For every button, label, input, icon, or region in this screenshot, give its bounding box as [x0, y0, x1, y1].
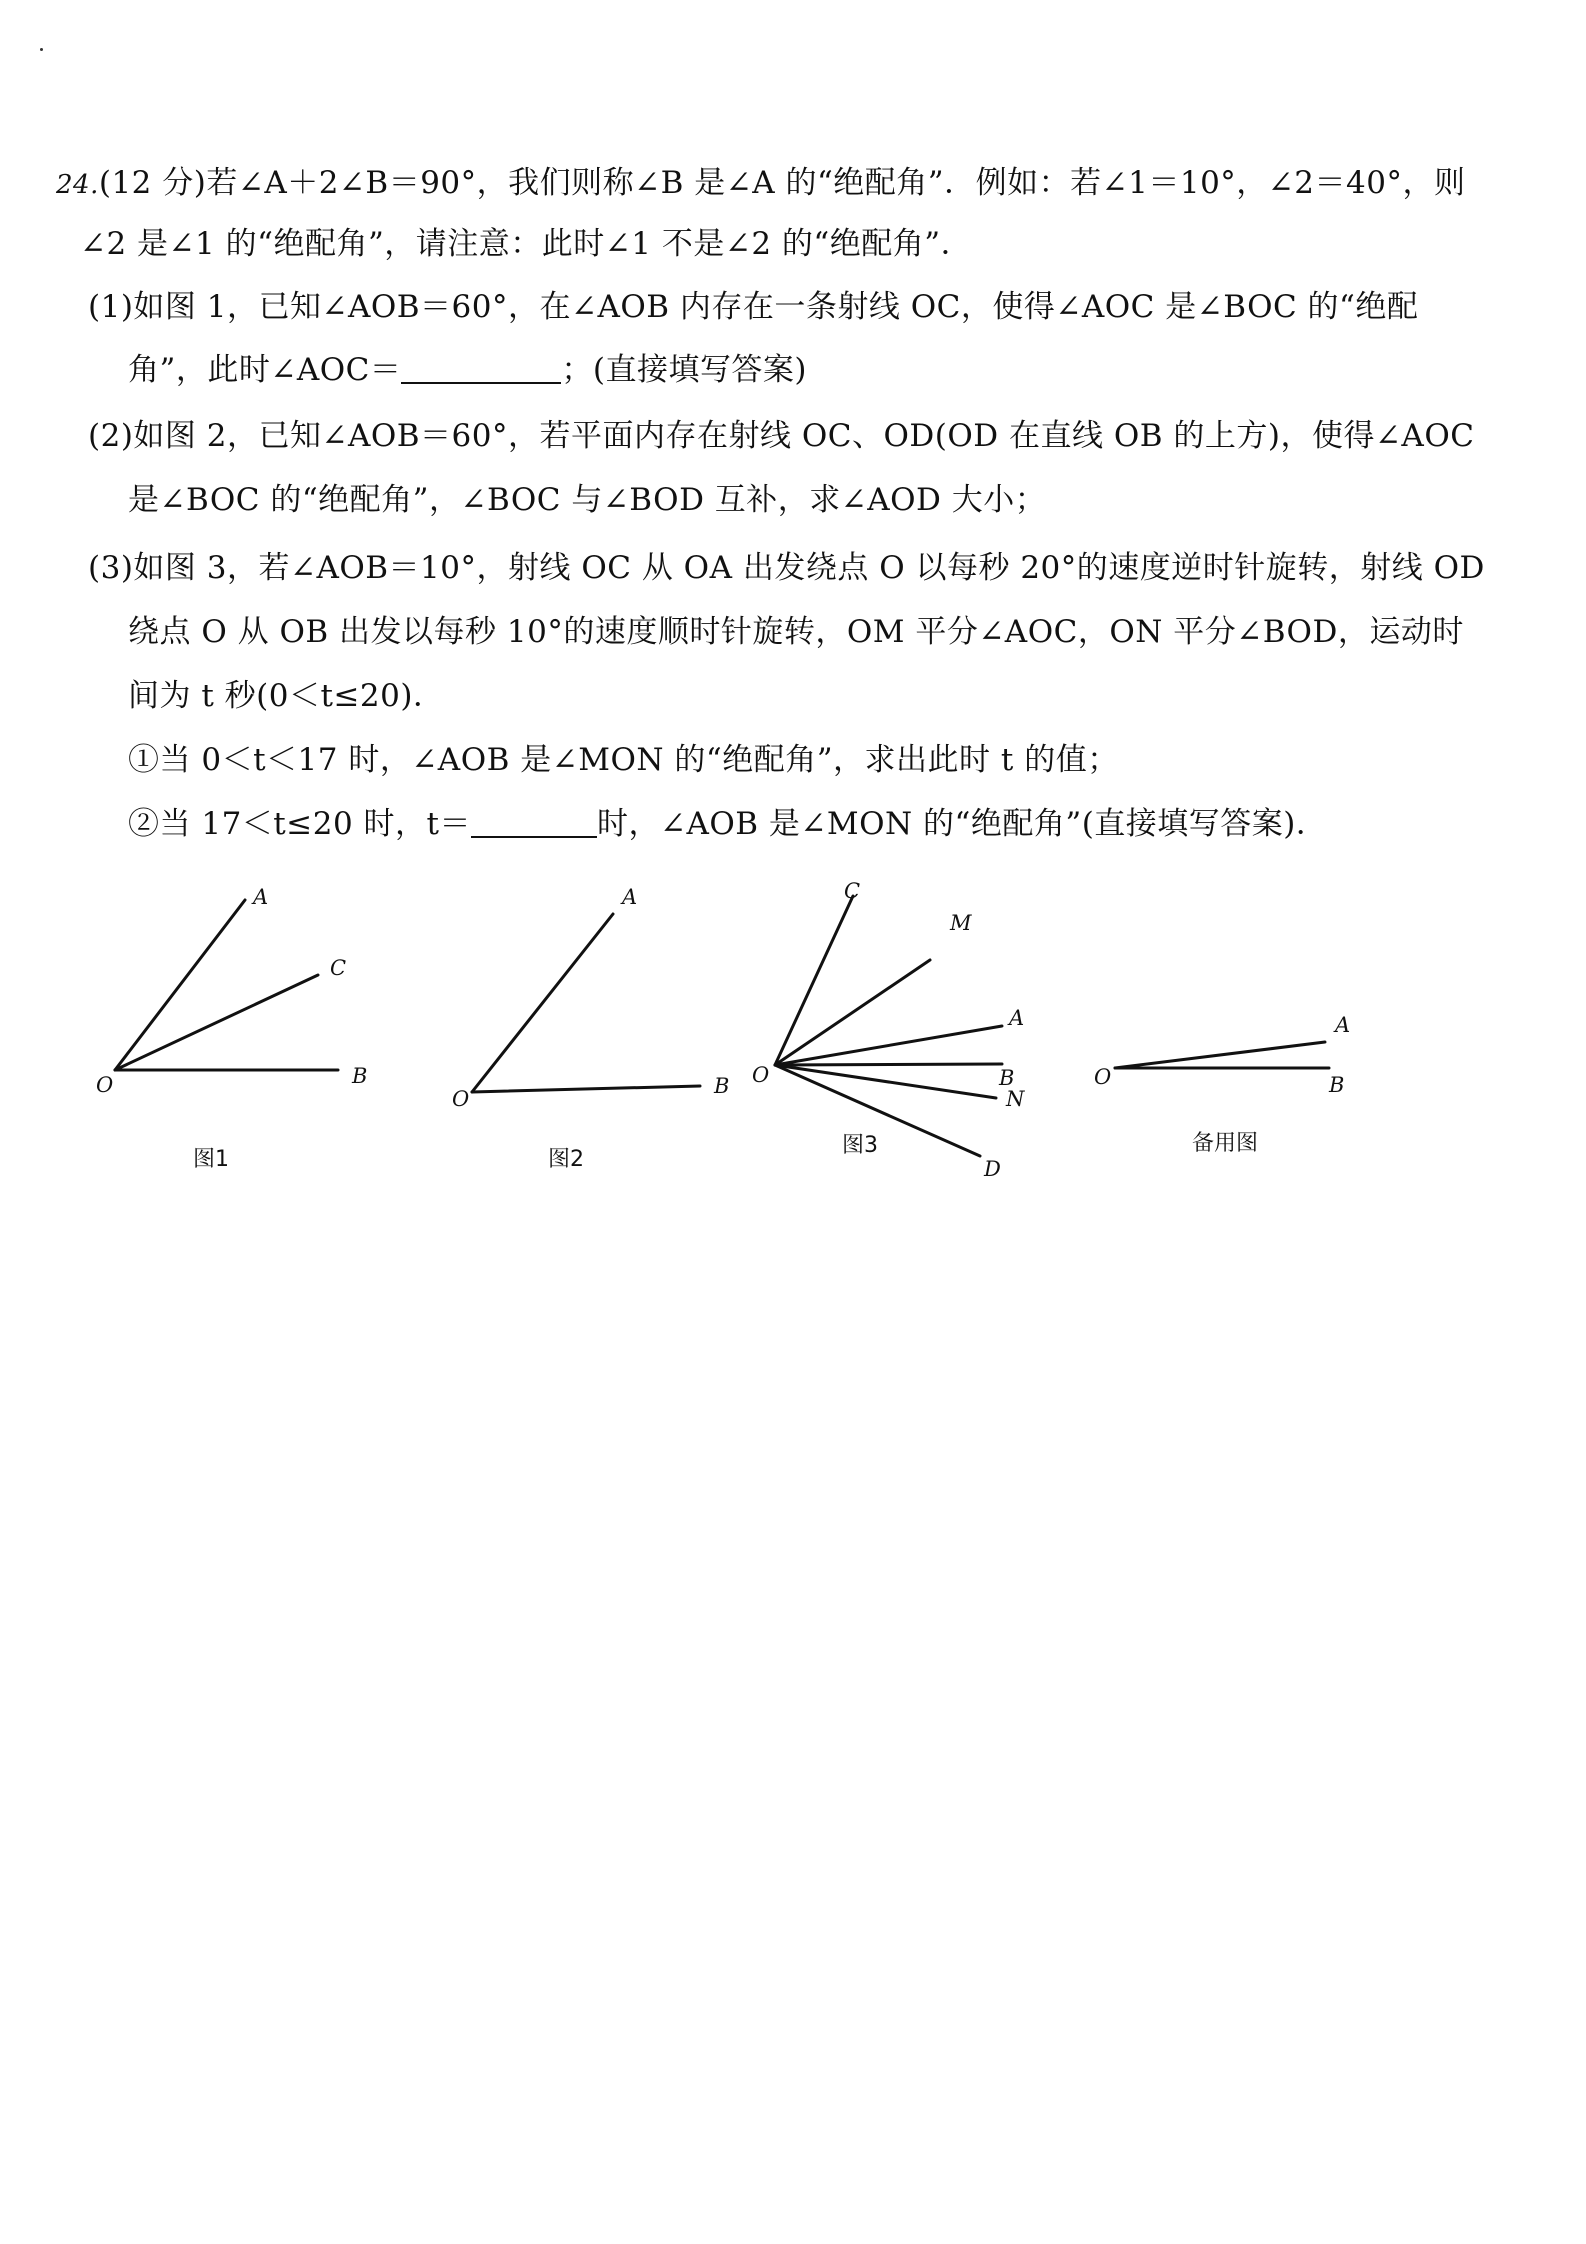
question-number: 24.: [56, 170, 99, 200]
part3-line-3: 间为 t 秒(0＜t≤20)．: [128, 678, 445, 714]
point-label-O: O: [1094, 1065, 1112, 1089]
ray-OB: [472, 1086, 700, 1092]
point-label-O: O: [752, 1063, 770, 1087]
ray-OA: [472, 914, 613, 1092]
part3-line-1: (3)如图 3，若∠AOB＝10°，射线 OC 从 OA 出发绕点 O 以每秒 20°的速度逆时针旋转，射线 OD: [88, 550, 1485, 586]
figure-3: [740, 870, 1070, 1200]
part3-sub-question-2: [128, 804, 1327, 844]
point-label-B: B: [352, 1064, 368, 1088]
part3-line-2: 绕点 O 从 OB 出发以每秒 10°的速度顺时针旋转，OM 平分∠AOC，ON 平分∠BOD，运动时: [128, 614, 1464, 650]
question-stem-line-2: ∠2 是∠1 的“绝配角”，请注意：此时∠1 不是∠2 的“绝配角”．: [80, 226, 973, 262]
part1-text-after-blank: ；(直接填写答案): [561, 352, 808, 388]
point-label-O: O: [452, 1087, 470, 1111]
question-stem-line-1: [56, 163, 1465, 205]
figure-3-caption: 图3: [842, 1133, 878, 1158]
scan-speck: [40, 48, 43, 51]
point-label-B: B: [714, 1074, 730, 1098]
ray-OA: [775, 1026, 1002, 1065]
point-label-D: D: [984, 1157, 1001, 1181]
figure-spare: [1085, 870, 1415, 1200]
part1-text-before-blank: 角”，此时∠AOC＝: [128, 352, 402, 388]
point-label-B: B: [1329, 1073, 1345, 1097]
figure-spare-caption: 备用图: [1192, 1131, 1259, 1156]
part3-sub-question-1: ①当 0＜t＜17 时，∠AOB 是∠MON 的“绝配角”，求出此时 t 的值；: [128, 742, 1119, 778]
part2-line-1: (2)如图 2，已知∠AOB＝60°，若平面内存在射线 OC、OD(OD 在直线 OB 的上方)，使得∠AOC: [88, 418, 1475, 454]
point-label-B: B: [999, 1066, 1015, 1090]
figure-1-caption: 图1: [193, 1147, 229, 1172]
figure-1: [80, 870, 410, 1200]
question-stem-text-1: (12 分)若∠A＋2∠B＝90°，我们则称∠B 是∠A 的“绝配角”．例如：若∠1＝10°，∠2＝40°，则: [98, 165, 1466, 201]
figure-2-diagram: [436, 870, 766, 1200]
point-label-O: O: [96, 1073, 114, 1097]
part1-line-2: [128, 350, 807, 390]
answer-blank-part1[interactable]: [401, 352, 561, 384]
ray-OB: [775, 1064, 1002, 1065]
figure-spare-diagram: [1085, 870, 1415, 1200]
ray-OA: [115, 900, 245, 1070]
point-label-N: N: [1006, 1087, 1025, 1111]
part3-sub2-before-blank: ②当 17＜t≤20 时，t＝: [128, 806, 471, 842]
answer-blank-part3[interactable]: [471, 806, 597, 838]
point-label-A: A: [1335, 1013, 1351, 1037]
point-label-A: A: [253, 885, 269, 909]
figure-2: [436, 870, 766, 1200]
part1-line-1: (1)如图 1，已知∠AOB＝60°，在∠AOB 内存在一条射线 OC，使得∠AOC 是∠BOC 的“绝配: [88, 289, 1419, 325]
ray-OA: [1115, 1042, 1325, 1068]
ray-OC: [115, 975, 318, 1070]
point-label-A: A: [1009, 1006, 1025, 1030]
part3-sub2-after-blank: 时，∠AOB 是∠MON 的“绝配角”(直接填写答案)．: [597, 806, 1328, 842]
figure-3-diagram: [740, 870, 1070, 1200]
part2-line-2: 是∠BOC 的“绝配角”，∠BOC 与∠BOD 互补，求∠AOD 大小；: [128, 482, 1047, 518]
figure-2-caption: 图2: [548, 1147, 584, 1172]
figure-1-diagram: [80, 870, 410, 1200]
ray-ON: [775, 1065, 996, 1098]
point-label-A: A: [622, 885, 638, 909]
point-label-M: M: [950, 911, 972, 935]
point-label-C: C: [844, 879, 861, 903]
point-label-C: C: [330, 956, 347, 980]
